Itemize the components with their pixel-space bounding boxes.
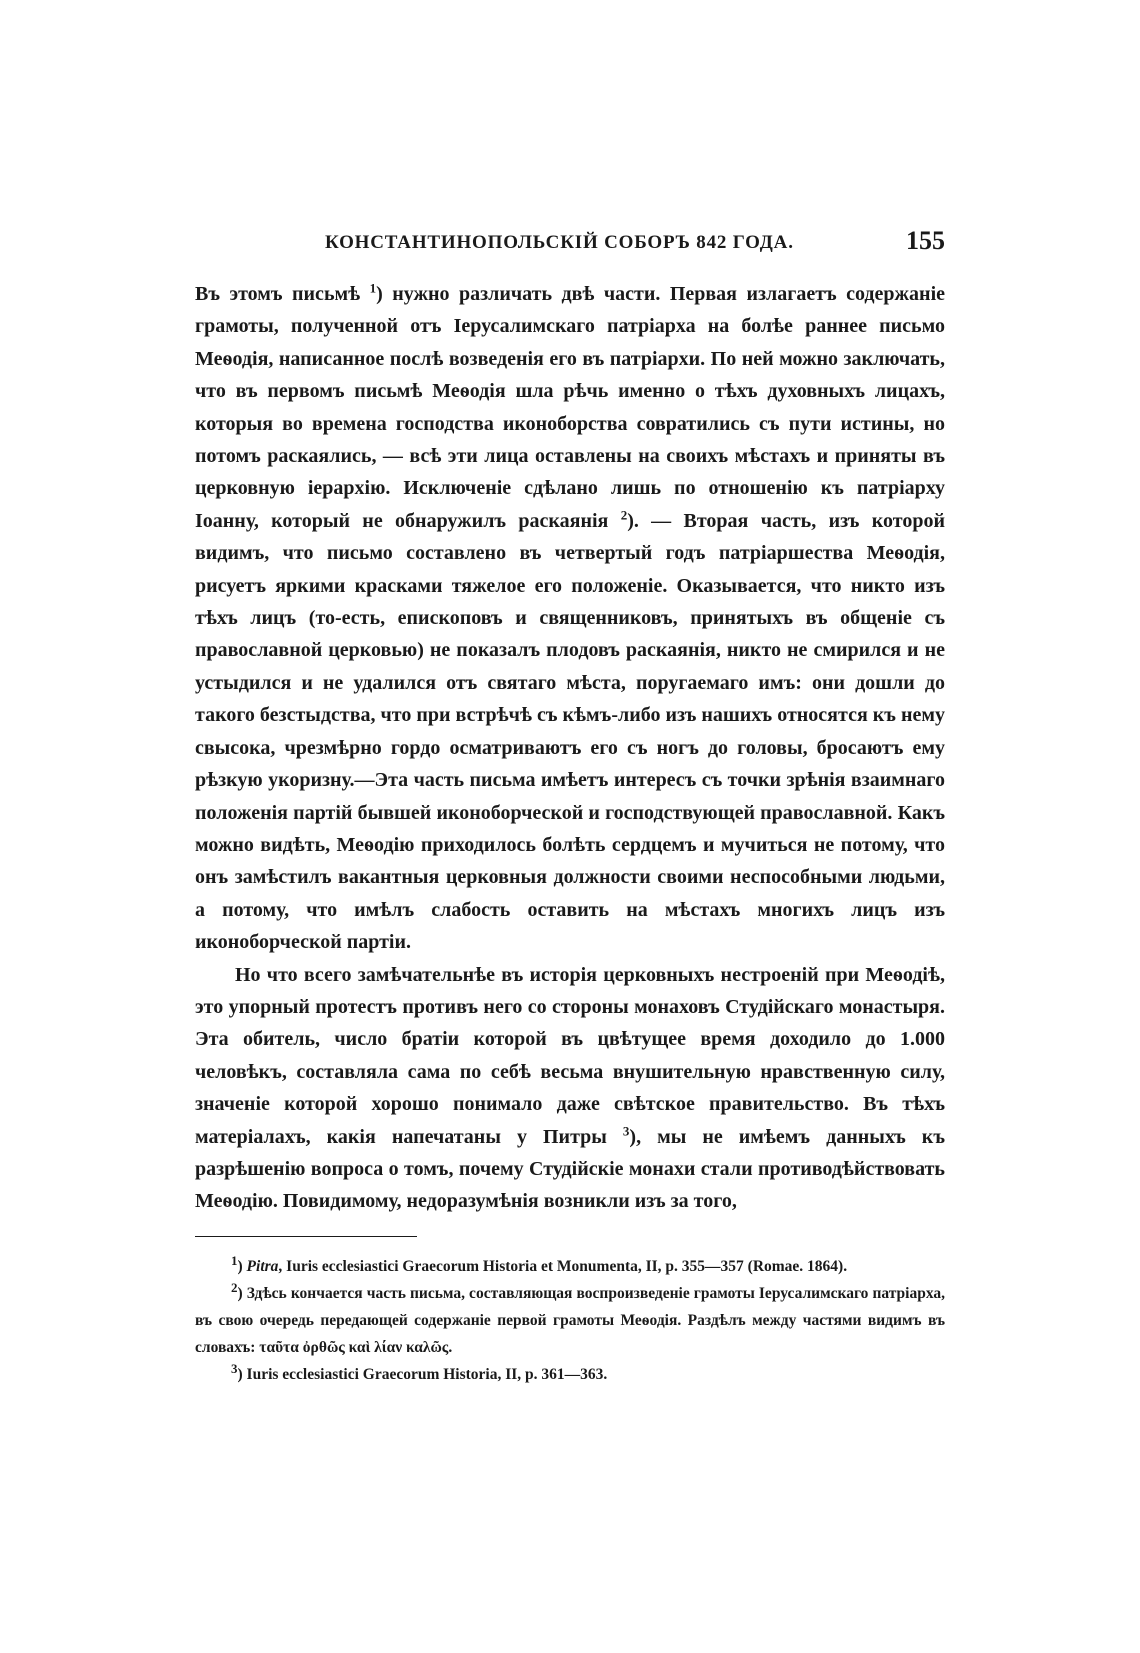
book-page bbox=[195, 224, 945, 1388]
paragraph-2 bbox=[195, 959, 945, 1218]
paragraph-1-part-c: ). — Вторая часть, изъ которой видимъ, что письмо составлено въ четвертый годъ патріаршества Меѳодія, рисуетъ яркими красками тяжелое его положеніе. Оказывается, что никто изъ тѣхъ лицъ (то-есть, епископовъ и священниковъ, принятыхъ въ общеніе съ православной церковью) не показалъ плодовъ раскаянія, никто не смирился и не устыдился и не удалился отъ святаго мѣста, поругаемаго имъ: они дошли до такого безстыдства, что при встрѣчѣ съ кѣмъ-либо изъ нашихъ относятся къ нему свысока, чрезмѣрно гордо осматриваютъ его съ ногъ до головы, бросаютъ ему рѣзкую укоризну.—Эта часть письма имѣетъ интересъ съ точки зрѣнія взаимнаго положенія партій бывшей иконоборческой и господствующей православной. Какъ можно видѣть, Меѳодію приходилось болѣть сердцемъ и мучиться не потому, что онъ замѣстилъ вакантныя церковныя должности своими неспособными людьми, а потому, что имѣлъ слабость оставить на мѣстахъ многихъ лицъ изъ иконоборческой партіи. bbox=[195, 509, 945, 954]
footnote-3-text: Iuris ecclesiastici Graecorum Historia, II, p. 361—363. bbox=[246, 1365, 608, 1383]
paragraph-2-part-a: Но что всего замѣчательнѣе въ исторія церковныхъ нестроеній при Меѳодіѣ, это упорный протестъ противъ него со стороны монаховъ Студійскаго монастыря. Эта обитель, число братіи которой въ цвѣтущее время доходило до 1.000 человѣкъ, составляла сама по себѣ весьма внушительную нравственную силу, значеніе которой хорошо понимало даже свѣтское правительство. Въ тѣхъ матеріалахъ, какія напечатаны у Питры bbox=[195, 963, 945, 1148]
footnote-2-mark: 2 bbox=[231, 1279, 238, 1295]
footnotes bbox=[195, 1253, 945, 1388]
page-number: 155 bbox=[906, 226, 945, 255]
footnote-3-mark: 3 bbox=[231, 1360, 238, 1376]
footnote-2-text: Здѣсь кончается часть письма, составляющая воспроизведеніе грамоты Іерусалимскаго патріарха, въ свою очередь передающей содержаніе первой грамоты Меѳодія. Раздѣлъ между частями видимъ въ словахъ: ταῦτα ὀρθῶς καὶ λίαν καλῶς. bbox=[195, 1284, 945, 1356]
footnote-3: $^3$) Iuris ecclesiastici Graecorum Historia, II, p. 361—363. bbox=[231, 1360, 608, 1383]
body-text bbox=[195, 278, 945, 1218]
footnote-divider bbox=[195, 1236, 417, 1237]
running-title: КОНСТАНТИНОПОЛЬСКІЙ СОБОРЪ 842 ГОДА. bbox=[325, 232, 794, 253]
paragraph-1 bbox=[195, 278, 945, 959]
footnote-1-text: , Iuris ecclesiastici Graecorum Historia et Monumenta, II, p. 355—357 (Romae. 1864). bbox=[278, 1257, 848, 1275]
running-head bbox=[195, 224, 945, 264]
footnote-1-mark: 1 bbox=[231, 1252, 238, 1268]
paragraph-1-part-b: ) нужно различать двѣ части. Первая излагаетъ содержаніе грамоты, полученной отъ Іерусалимскаго патріарха на болѣе раннее письмо Меѳодія, написанное послѣ возведенія его въ патріархи. По ней можно заключать, что въ первомъ письмѣ Меѳодія шла рѣчь именно о тѣхъ духовныхъ лицахъ, которыя во времена господства иконоборства совратились съ пути истины, но потомъ раскаялись, — всѣ эти лица оставлены на своихъ мѣстахъ и приняты въ церковную іерархію. Исключеніе сдѣлано лишь по отношенію къ патріарху Іоанну, который не обнаружилъ раскаянія bbox=[195, 283, 946, 532]
footnote-ref-1: 1 bbox=[369, 280, 377, 296]
footnote-2: $^2$) Здѣсь кончается часть письма, составляющая воспроизведеніе грамоты Іерусалимскаго патріарха, въ свою очередь передающей содержаніе первой грамоты Меѳодія. Раздѣлъ между частями видимъ въ словахъ: ταῦτα ὀρθῶς καὶ λίαν καλῶς. bbox=[195, 1279, 945, 1356]
footnote-1: $^1$) Pitra, Iuris ecclesiastici Graecorum Historia et Monumenta, II, p. 355—357 (Romae. 1864). bbox=[231, 1252, 848, 1275]
paragraph-1-part-a: Въ этомъ письмѣ bbox=[195, 283, 370, 305]
paragraph-2-part-b: ), мы не имѣемъ данныхъ къ разрѣшенію вопроса о томъ, почему Студійскіе монахи стали противодѣйствовать Меѳодію. Повидимому, недоразумѣнія возникли изъ за того, bbox=[195, 1125, 945, 1213]
footnote-ref-3: 3 bbox=[622, 1122, 630, 1138]
footnote-1-author: Pitra bbox=[246, 1257, 279, 1275]
footnote-ref-2: 2 bbox=[620, 507, 628, 523]
